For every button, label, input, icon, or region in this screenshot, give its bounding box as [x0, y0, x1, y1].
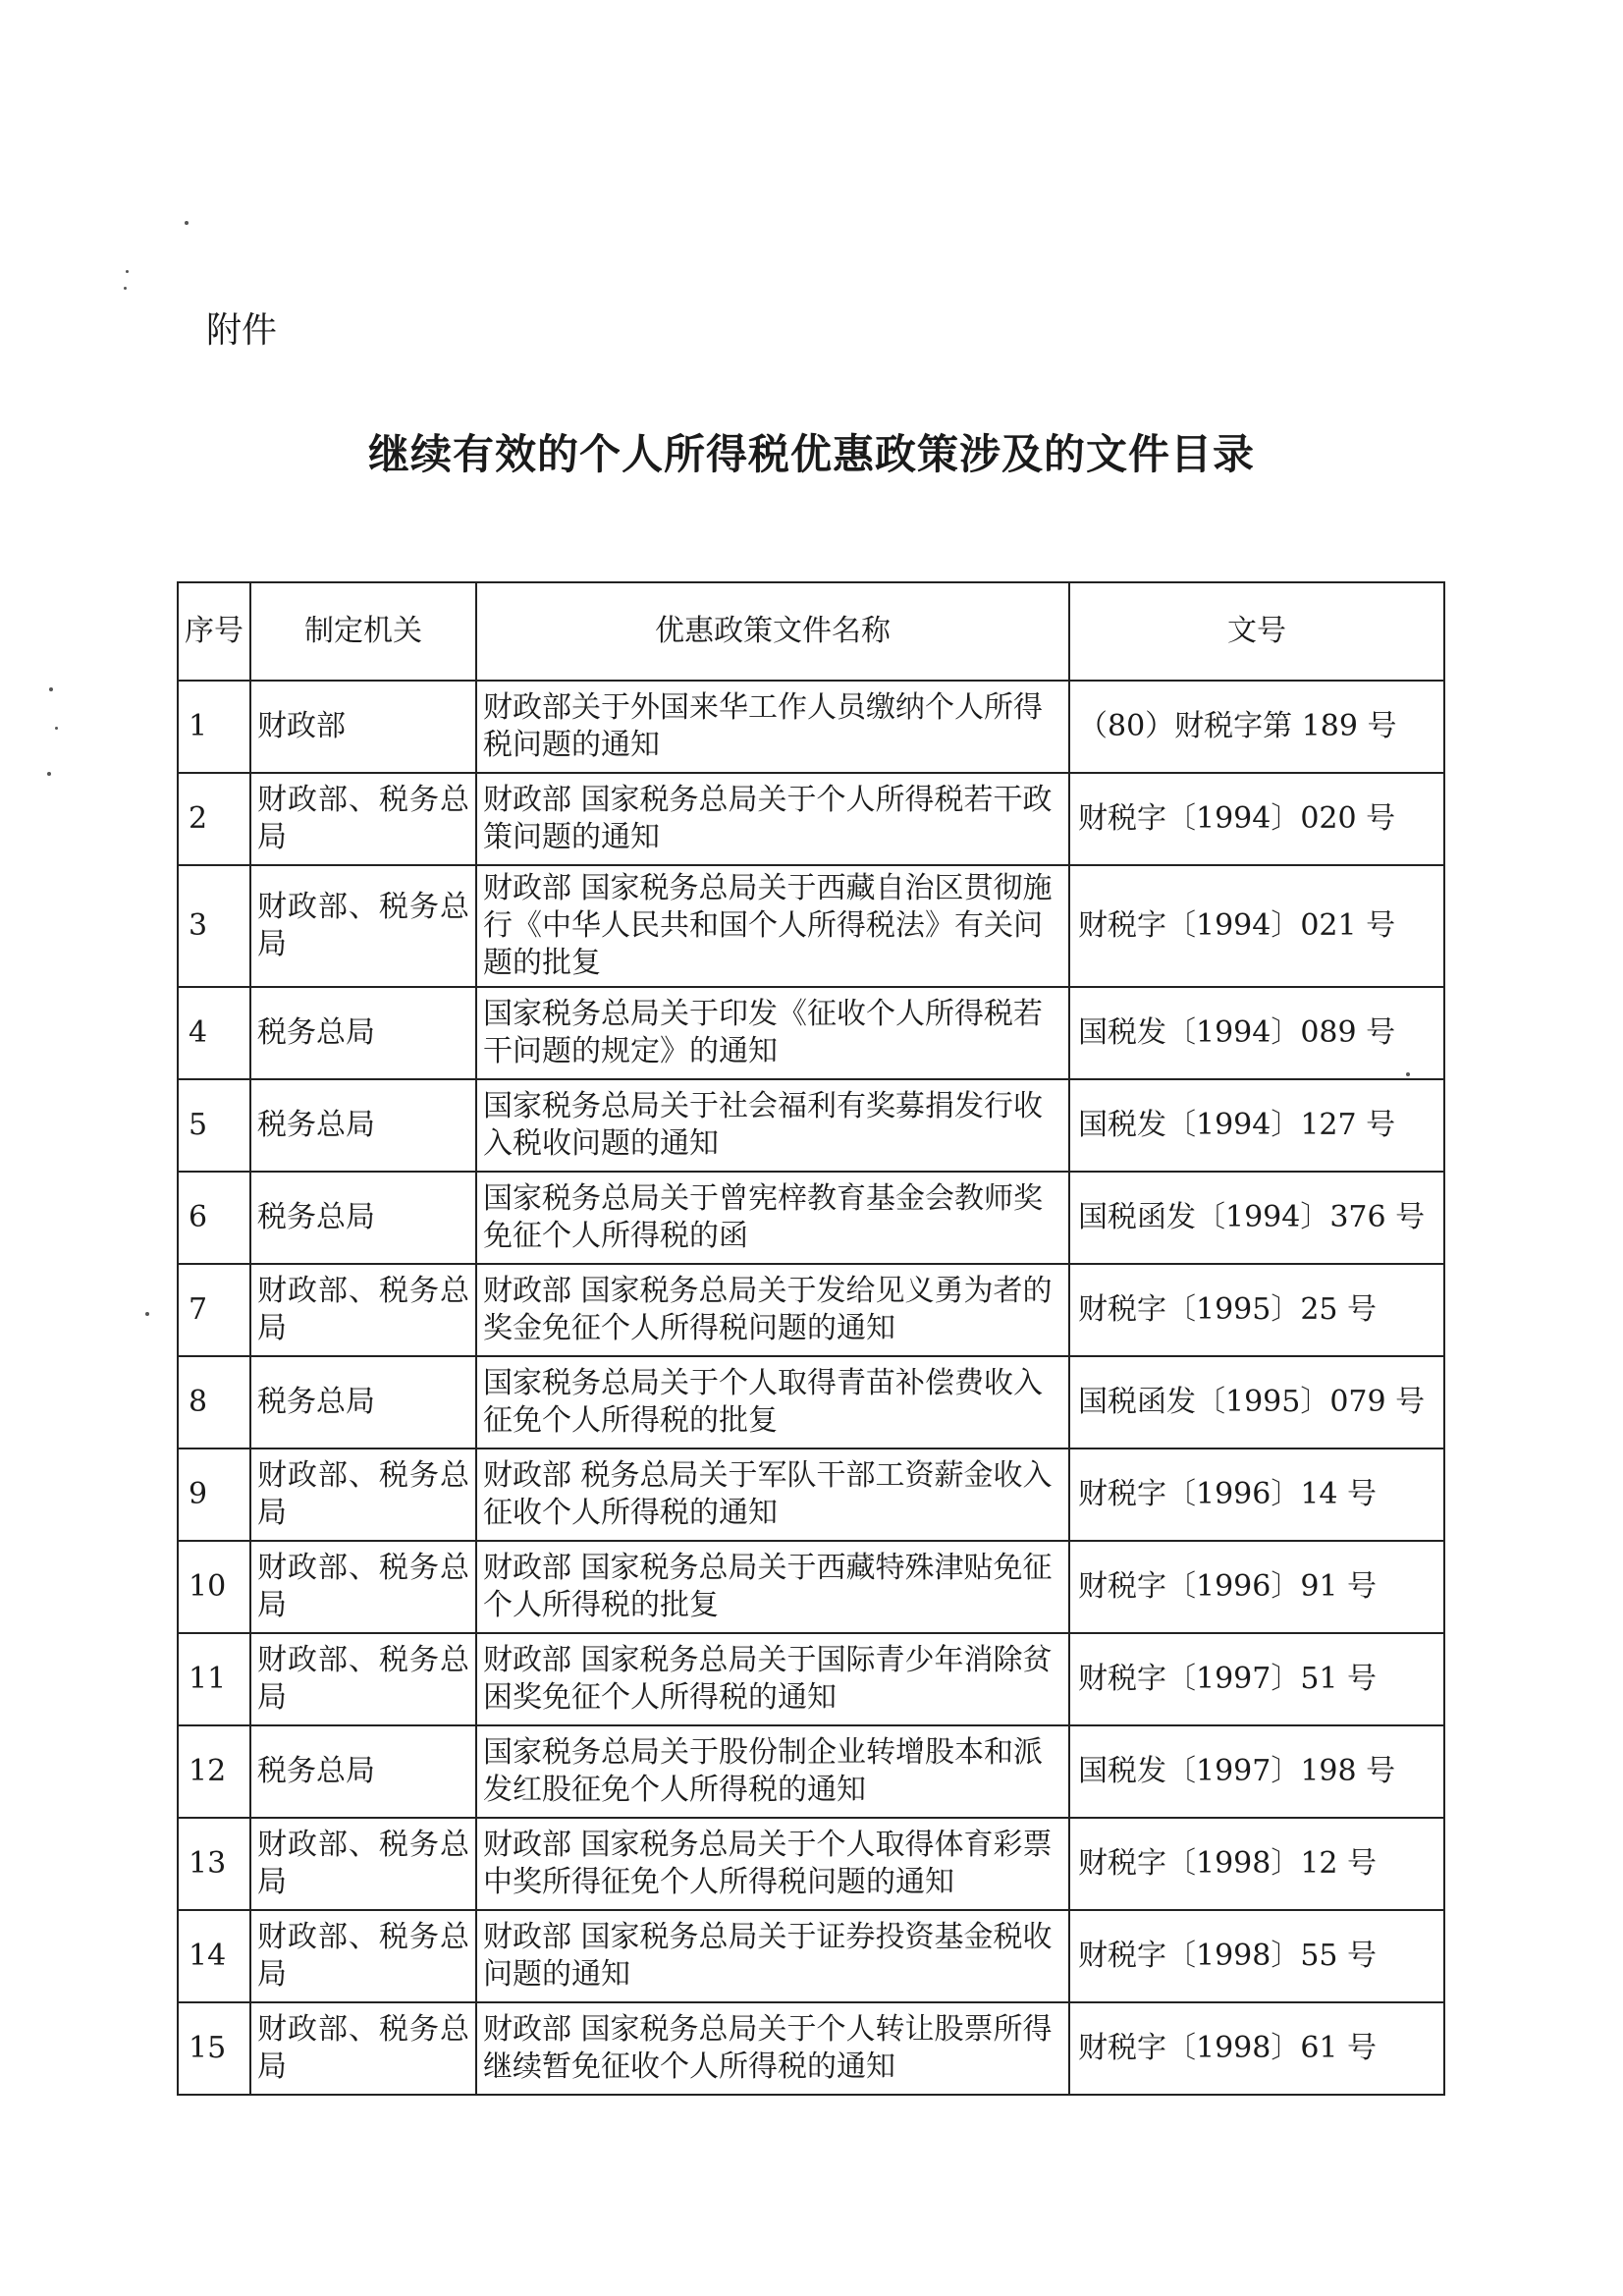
row-number: 11: [178, 1633, 250, 1725]
row-number: 13: [178, 1818, 250, 1910]
row-doc-number: 财税字〔1996〕14 号: [1069, 1449, 1444, 1541]
row-agency: 财政部、税务总局: [250, 1633, 476, 1725]
table-row: [178, 681, 1444, 773]
table-row: [178, 1172, 1444, 1264]
row-number: 9: [178, 1449, 250, 1541]
row-doc-number: 国税发〔1994〕127 号: [1069, 1079, 1444, 1172]
scan-speck: [55, 727, 58, 730]
scan-speck: [1406, 1072, 1410, 1076]
row-doc-number: 财税字〔1998〕61 号: [1069, 2002, 1444, 2095]
row-file-name: 国家税务总局关于个人取得青苗补偿费收入征免个人所得税的批复: [476, 1356, 1069, 1449]
table-row: [178, 865, 1444, 987]
row-number: 10: [178, 1541, 250, 1633]
row-file-name: 国家税务总局关于印发《征收个人所得税若干问题的规定》的通知: [476, 987, 1069, 1079]
row-agency: 财政部、税务总局: [250, 2002, 476, 2095]
row-number: 12: [178, 1725, 250, 1818]
column-header-file-name: 优惠政策文件名称: [476, 582, 1069, 681]
row-agency: 财政部、税务总局: [250, 1818, 476, 1910]
row-file-name: 国家税务总局关于股份制企业转增股本和派发红股征免个人所得税的通知: [476, 1725, 1069, 1818]
row-file-name: 财政部 国家税务总局关于个人转让股票所得继续暂免征收个人所得税的通知: [476, 2002, 1069, 2095]
row-number: 15: [178, 2002, 250, 2095]
row-number: 1: [178, 681, 250, 773]
attachment-label: 附件: [206, 310, 278, 351]
row-doc-number: 财税字〔1997〕51 号: [1069, 1633, 1444, 1725]
table-body: [178, 681, 1444, 2095]
table-row: [178, 773, 1444, 865]
table-row: [178, 1079, 1444, 1172]
table-row: [178, 987, 1444, 1079]
row-agency: 财政部: [250, 681, 476, 773]
scan-speck: [126, 270, 129, 273]
row-file-name: 财政部 税务总局关于军队干部工资薪金收入征收个人所得税的通知: [476, 1449, 1069, 1541]
row-file-name: 财政部关于外国来华工作人员缴纳个人所得税问题的通知: [476, 681, 1069, 773]
row-file-name: 财政部 国家税务总局关于国际青少年消除贫困奖免征个人所得税的通知: [476, 1633, 1069, 1725]
row-number: 14: [178, 1910, 250, 2002]
column-header-no: 序号: [178, 582, 250, 681]
row-agency: 税务总局: [250, 1079, 476, 1172]
row-agency: 财政部、税务总局: [250, 773, 476, 865]
row-number: 2: [178, 773, 250, 865]
scan-speck: [47, 772, 51, 776]
table-row: [178, 1725, 1444, 1818]
row-number: 5: [178, 1079, 250, 1172]
table-row: [178, 1541, 1444, 1633]
row-number: 8: [178, 1356, 250, 1449]
row-number: 6: [178, 1172, 250, 1264]
scan-speck: [185, 221, 189, 225]
row-doc-number: 财税字〔1998〕12 号: [1069, 1818, 1444, 1910]
row-agency: 税务总局: [250, 987, 476, 1079]
file-catalog-table: [177, 581, 1445, 2096]
row-doc-number: 财税字〔1994〕020 号: [1069, 773, 1444, 865]
table-row: [178, 1264, 1444, 1356]
table-row: [178, 1818, 1444, 1910]
scan-speck: [145, 1312, 149, 1316]
row-doc-number: 财税字〔1998〕55 号: [1069, 1910, 1444, 2002]
row-doc-number: （80）财税字第 189 号: [1069, 681, 1444, 773]
row-file-name: 国家税务总局关于社会福利有奖募捐发行收入税收问题的通知: [476, 1079, 1069, 1172]
row-number: 3: [178, 865, 250, 987]
table-row: [178, 1449, 1444, 1541]
row-doc-number: 财税字〔1994〕021 号: [1069, 865, 1444, 987]
row-doc-number: 国税函发〔1995〕079 号: [1069, 1356, 1444, 1449]
row-doc-number: 财税字〔1995〕25 号: [1069, 1264, 1444, 1356]
row-file-name: 财政部 国家税务总局关于个人取得体育彩票中奖所得征免个人所得税问题的通知: [476, 1818, 1069, 1910]
table-row: [178, 1356, 1444, 1449]
row-agency: 财政部、税务总局: [250, 1264, 476, 1356]
document-title: 继续有效的个人所得税优惠政策涉及的文件目录: [367, 430, 1255, 478]
row-doc-number: 国税发〔1997〕198 号: [1069, 1725, 1444, 1818]
row-agency: 财政部、税务总局: [250, 1449, 476, 1541]
table-header-row: [178, 582, 1444, 681]
row-doc-number: 财税字〔1996〕91 号: [1069, 1541, 1444, 1633]
table-row: [178, 2002, 1444, 2095]
row-file-name: 财政部 国家税务总局关于个人所得税若干政策问题的通知: [476, 773, 1069, 865]
row-agency: 财政部、税务总局: [250, 1910, 476, 2002]
row-file-name: 财政部 国家税务总局关于证券投资基金税收问题的通知: [476, 1910, 1069, 2002]
row-file-name: 财政部 国家税务总局关于发给见义勇为者的奖金免征个人所得税问题的通知: [476, 1264, 1069, 1356]
column-header-doc-number: 文号: [1069, 582, 1444, 681]
row-doc-number: 国税发〔1994〕089 号: [1069, 987, 1444, 1079]
row-doc-number: 国税函发〔1994〕376 号: [1069, 1172, 1444, 1264]
table-row: [178, 1633, 1444, 1725]
row-agency: 税务总局: [250, 1356, 476, 1449]
table-row: [178, 1910, 1444, 2002]
row-file-name: 财政部 国家税务总局关于西藏自治区贯彻施行《中华人民共和国个人所得税法》有关问题的批复: [476, 865, 1069, 987]
row-number: 7: [178, 1264, 250, 1356]
row-file-name: 国家税务总局关于曾宪梓教育基金会教师奖免征个人所得税的函: [476, 1172, 1069, 1264]
scan-speck: [49, 687, 53, 691]
row-agency: 税务总局: [250, 1172, 476, 1264]
row-number: 4: [178, 987, 250, 1079]
scan-speck: [124, 287, 127, 290]
column-header-agency: 制定机关: [250, 582, 476, 681]
row-file-name: 财政部 国家税务总局关于西藏特殊津贴免征个人所得税的批复: [476, 1541, 1069, 1633]
row-agency: 财政部、税务总局: [250, 1541, 476, 1633]
row-agency: 税务总局: [250, 1725, 476, 1818]
row-agency: 财政部、税务总局: [250, 865, 476, 987]
